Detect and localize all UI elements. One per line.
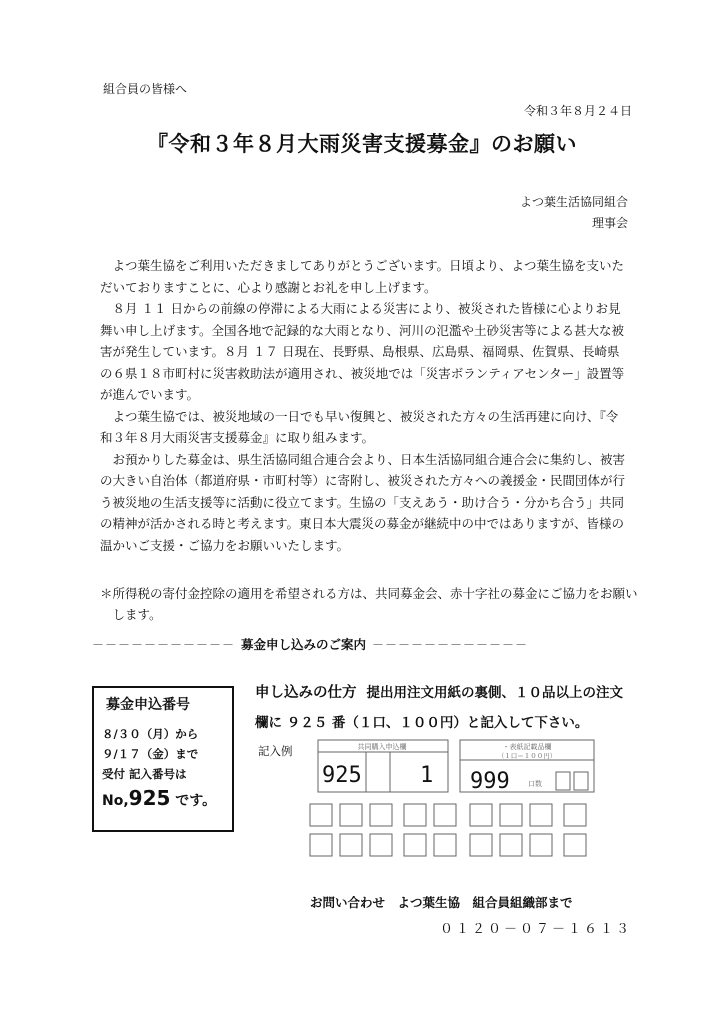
sender-block — [520, 192, 628, 234]
howto-block — [255, 678, 635, 738]
form-header-1: 共同購入申込欄 — [357, 743, 407, 751]
form-subheader-2: （１口＝１００円） — [497, 752, 557, 760]
numbox-number: 925 — [128, 786, 171, 810]
howto-heading: 申し込みの仕方 — [255, 685, 357, 701]
body-text — [100, 255, 630, 556]
date: 令和３年８月２４日 — [523, 104, 632, 118]
handwritten-amount: 999 — [470, 769, 510, 794]
body-paragraph: お預かりした募金は、県生活協同組合連合会より、日本生活協同組合連合会に集約し、被害の大きい自治体（都道府県・市町村等）に寄附し、被災された方々への義援金・民間団体が行う被災地の生活支援等に活動に役立てます。生協の「支えあう・助け合う・分かち合う」共同の精神が活かされる時と考えます。東日本大震災の募金が継続中の中ではありますが、皆様の温かいご支援・ご協力をお願いいたします。 — [100, 451, 626, 553]
sender-org: よつ葉生活協同組合 — [519, 195, 628, 209]
form-unit-label: 口数 — [528, 780, 542, 788]
example-label: 記入例 — [258, 744, 293, 758]
numbox-no-prefix: No, — [102, 793, 129, 809]
divider-dashes-left: －－－－－－－－－－－ — [92, 637, 236, 652]
guide-label: 募金申し込みのご案内 — [241, 637, 367, 652]
donation-number-box — [92, 686, 234, 832]
sender-dept: 理事会 — [591, 216, 628, 230]
numbox-to: ９/１７（金）まで — [102, 747, 199, 761]
numbox-suffix: です。 — [175, 793, 217, 809]
handwritten-qty: 1 — [420, 763, 434, 788]
numbox-accept: 受付 記入番号は — [102, 767, 187, 781]
numbox-title: 募金申込番号 — [106, 697, 190, 713]
salutation: 組合員の皆様へ — [103, 82, 188, 96]
divider-dashes-right: －－－－－－－－－－－－ — [372, 637, 529, 652]
numbox-number-line — [102, 786, 224, 810]
handwritten-code: 925 — [322, 763, 362, 788]
page-title: 『令和３年８月大雨災害支援募金』のお願い — [147, 131, 577, 156]
body-paragraph: よつ葉生協では、被災地域の一日でも早い復興と、被災された方々の生活再建に向け、『令和３年８月大雨災害支援募金』に取り組みます。 — [100, 408, 619, 445]
contact-line: お問い合わせ よつ葉生協 組合員組織部まで — [310, 895, 573, 910]
tax-note: ＊所得税の寄付金控除の適用を希望される方は、共同募金会、赤十字社の募金にご協力をお願いします。 — [100, 586, 638, 622]
form-header-2: ・表紙記載品欄 — [502, 743, 552, 751]
body-paragraph: よつ葉生協をご利用いただきましてありがとうございます。日頃より、よつ葉生協を支いただいておりますことに、心より感謝とお礼を申し上げます。 — [100, 258, 625, 295]
howto-text: 提出用注文用紙の裏側、１０品以上の注文欄に ９２５ 番（１口、１００円）と記入して下さい。 — [255, 685, 623, 731]
order-form-example — [300, 738, 612, 878]
contact-phone: ０１２０－０７－１６１３ — [440, 922, 633, 937]
guide-divider — [92, 635, 632, 653]
numbox-from: ８/３０（月）から — [102, 727, 199, 741]
body-paragraph: ８月 １１ 日からの前線の停滞による大雨による災害により、被災された皆様に心よりお見舞い申し上げます。全国各地で記録的な大雨となり、河川の氾濫や土砂災害等による甚大な被害が発生しています。８月 １７ 日現在、長野県、島根県、広島県、福岡県、佐賀県、長崎県の６県１８市町村に災害救助法が適用され、被災地では「災害ボランティアセンター」設置等が進んでいます。 — [100, 301, 625, 402]
